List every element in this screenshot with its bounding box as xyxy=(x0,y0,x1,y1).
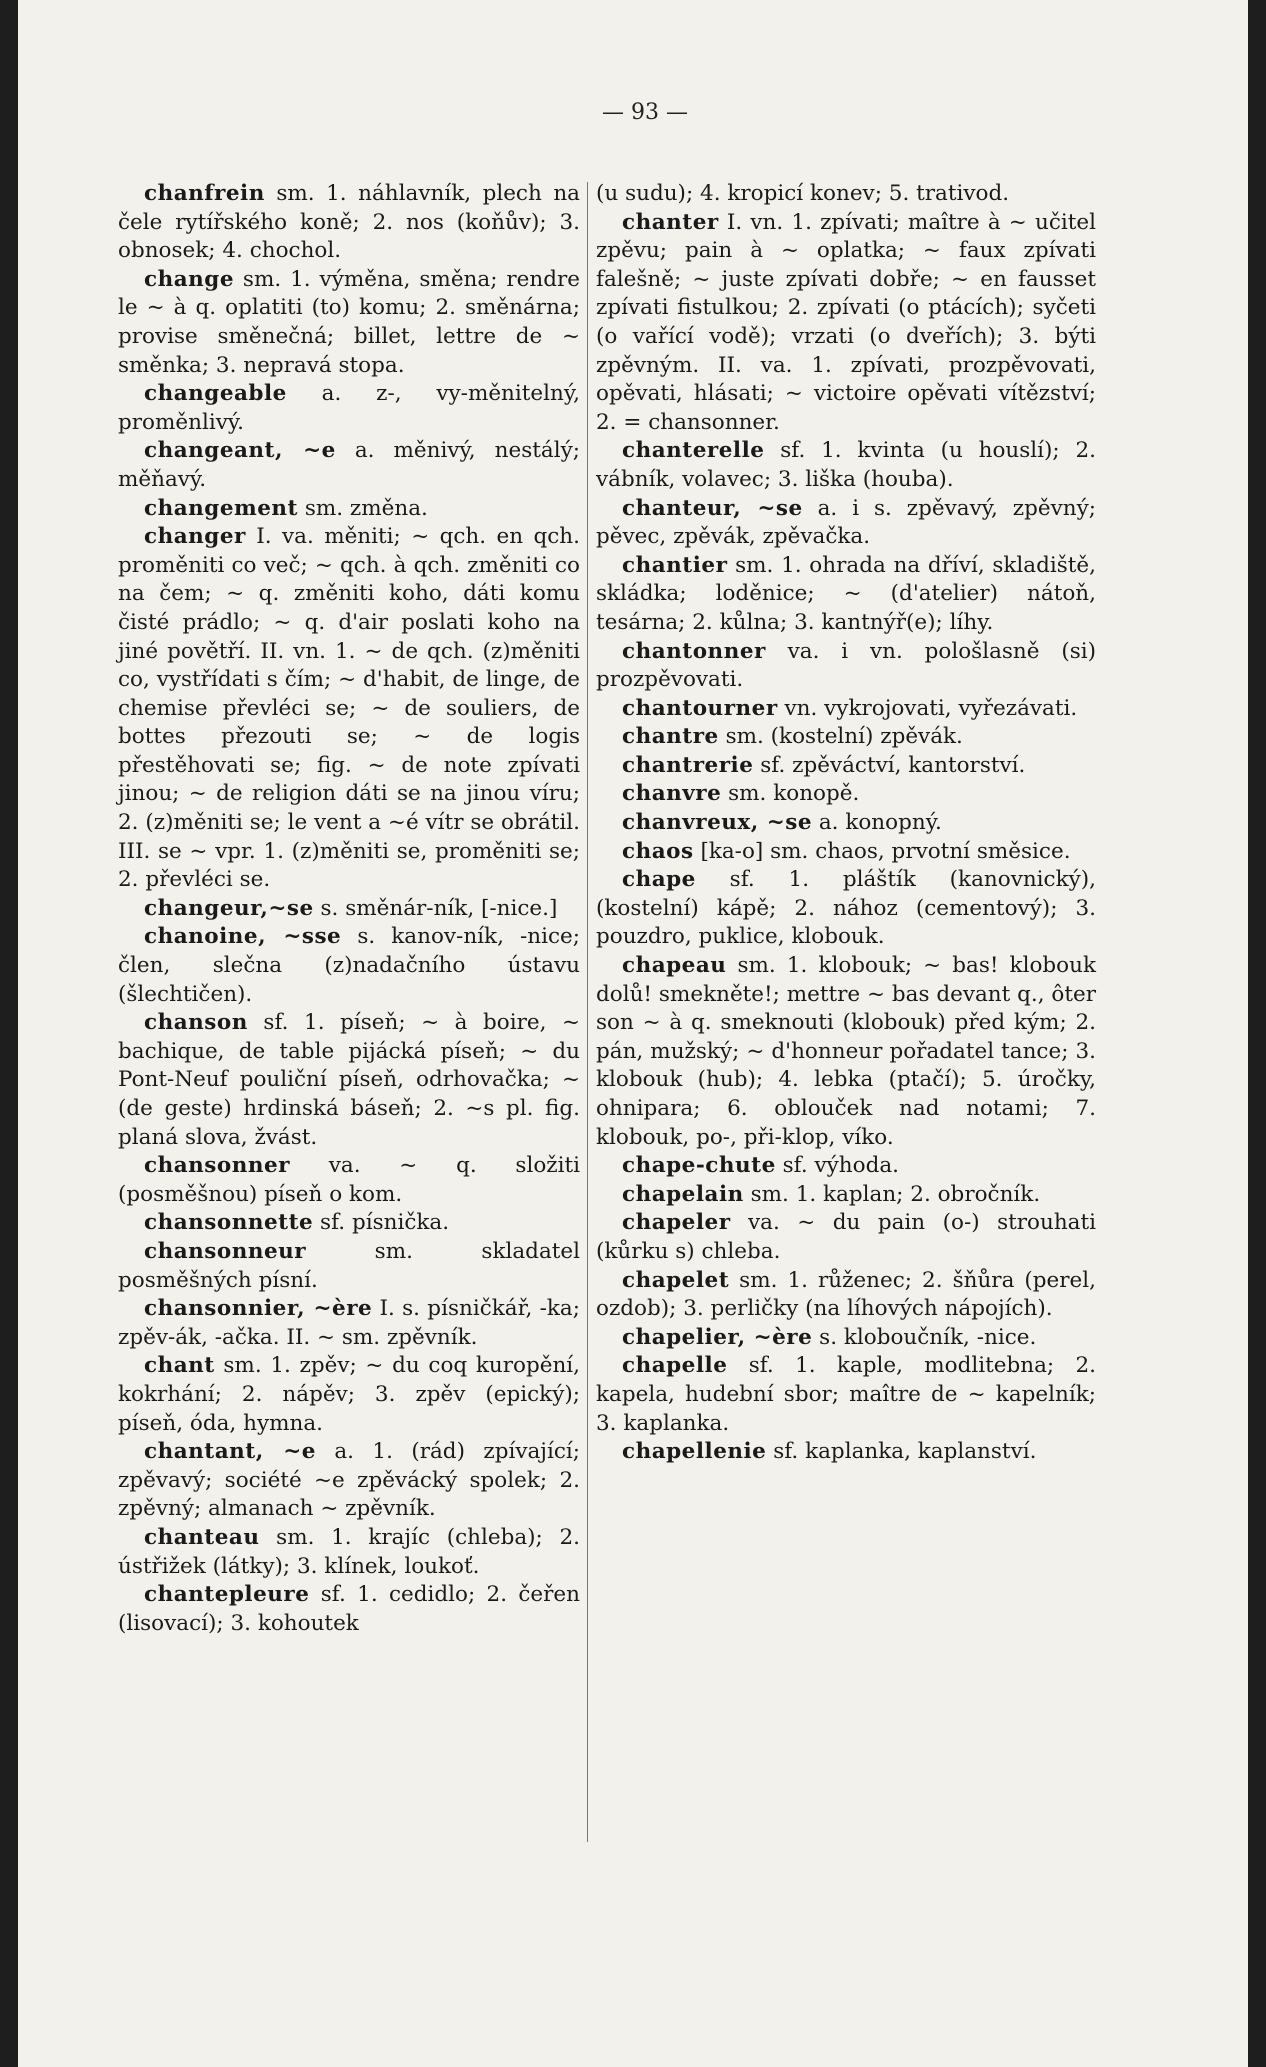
entry xyxy=(118,523,580,895)
headword: chapellenie xyxy=(622,1439,767,1465)
entry xyxy=(596,437,1096,494)
headword: changer xyxy=(144,524,246,550)
headword: chanter xyxy=(622,209,719,235)
definition: I. va. měniti; ~ qch. en qch. proměniti co več; ~ qch. à qch. změniti co na čem; ~ q. změniti koho, dáti komu čisté prádlo; ~ q. d'air poslati koho na jiné povětří. II. vn. 1. ~ de qch. (z)měniti co, vystřídati s čím; ~ d'habit, de linge, de chemise převléci se; ~ de souliers, de bottes přezouti se; ~ de logis přestěhovati se; fig. ~ de note zpívati jinou; ~ de religion dáti se na jinou víru; 2. (z)měniti se; le vent a ~é vítr se obrátil. III. se ~ vpr. 1. (z)měniti se, proměniti se; 2. převléci se. xyxy=(118,524,580,893)
entry xyxy=(596,638,1096,695)
entry xyxy=(596,1181,1096,1210)
entry xyxy=(596,1438,1096,1467)
entry xyxy=(118,1581,580,1638)
definition: [ka-o] sm. chaos, prvotní směsice. xyxy=(693,838,1071,864)
definition: sm. 1. náhlavník, plech na čele rytířského koně; 2. nos (koňův); 3. obnosek; 4. chochol. xyxy=(118,181,580,264)
headword: chapelain xyxy=(622,1181,744,1207)
definition: a. měnivý, nestálý; měňavý. xyxy=(118,438,580,492)
entry xyxy=(118,495,580,524)
definition: sf. výhoda. xyxy=(775,1153,899,1179)
definition: sm. konopě. xyxy=(721,781,860,807)
headword: changeur,~se xyxy=(144,895,314,921)
headword: chapelle xyxy=(622,1353,728,1379)
entry xyxy=(118,1209,580,1238)
headword: chantre xyxy=(622,724,719,750)
headword: chapelet xyxy=(622,1267,730,1293)
headword: chantant, ~e xyxy=(144,1439,316,1465)
definition: sm. 1. zpěv; ~ du coq kuropění, kokrhání; 2. nápěv; 3. zpěv (epický); píseň, óda, hymna. xyxy=(118,1353,580,1436)
dictionary-page xyxy=(18,0,1248,2067)
entry xyxy=(596,1324,1096,1353)
headword: changeant, ~e xyxy=(144,438,336,464)
entry xyxy=(118,1295,580,1352)
headword: chansonnier, ~ère xyxy=(144,1296,373,1322)
headword: chantier xyxy=(622,552,728,578)
headword: chapeler xyxy=(622,1210,731,1236)
entry xyxy=(118,1352,580,1438)
headword: changeable xyxy=(144,381,287,407)
entry xyxy=(118,266,580,380)
definition: vn. vykrojovati, vyřezávati. xyxy=(777,695,1078,721)
headword: chaos xyxy=(622,838,694,864)
headword: chantourner xyxy=(622,695,778,721)
entry xyxy=(596,780,1096,809)
entry xyxy=(596,552,1096,638)
definition: s. kanov-ník, -nice; člen, slečna (z)nadačního ústavu (šlechtičen). xyxy=(118,924,580,1007)
definition: sm. 1. růženec; 2. šňůra (perel, ozdob); 3. perličky (na líhových nápojích). xyxy=(596,1267,1096,1322)
entry xyxy=(118,180,580,266)
entry xyxy=(596,1152,1096,1181)
right-column xyxy=(596,180,1096,1467)
definition: sf. písnička. xyxy=(313,1210,450,1236)
definition: a. konopný. xyxy=(812,810,942,836)
entry xyxy=(118,437,580,494)
headword: chapelier, ~ère xyxy=(622,1324,813,1350)
definition: va. ~ q. složiti (posměšnou) píseň o kom. xyxy=(118,1153,580,1207)
entry xyxy=(596,809,1096,838)
definition: sm. 1. ohrada na dříví, skladiště, skládka; loděnice; ~ (d'atelier) nátoň, tesárna; 2. kůlna; 3. kantnýř(e); líhy. xyxy=(596,552,1096,635)
headword: chansonner xyxy=(144,1153,290,1179)
headword: changement xyxy=(144,495,298,521)
definition: I. s. písničkář, -ka; zpěv-ák, -ačka. II. ~ sm. zpěvník. xyxy=(118,1296,580,1350)
headword: chantepleure xyxy=(144,1582,310,1608)
entry xyxy=(596,838,1096,867)
entry-continuation xyxy=(596,180,1096,209)
definition: va. ~ du pain (o-) strouhati (kůrku s) chleba. xyxy=(596,1210,1096,1264)
headword: chape-chute xyxy=(622,1153,776,1179)
entry xyxy=(118,1009,580,1152)
entry xyxy=(118,1438,580,1524)
column-divider xyxy=(587,182,588,1842)
entry xyxy=(596,866,1096,952)
headword: chansonneur xyxy=(144,1238,307,1264)
entry xyxy=(596,209,1096,438)
entry xyxy=(118,895,580,924)
headword: chanteau xyxy=(144,1524,260,1550)
definition: I. vn. 1. zpívati; maître à ~ učitel zpěvu; pain à ~ oplatka; ~ faux zpívati falešně; ~ juste zpívati dobře; ~ en fausset zpívati fistulkou; 2. zpívati (o ptácích); syčeti (o vařící vodě); vrzati (o dveřích); 3. býti zpěvným. II. va. 1. zpívati, prozpěvovati, opěvati, hlásati; ~ victoire opěvati vítězství; 2. = chansonner. xyxy=(596,209,1096,435)
definition: sf. 1. pláštík (kanovnický), (kostelní) kápě; 2. nához (cementový); 3. pouzdro, puklice, klobouk. xyxy=(596,867,1096,950)
headword: chantrerie xyxy=(622,752,754,778)
definition: a. 1. (rád) zpívající; zpěvavý; société ~e zpěvácký spolek; 2. zpěvný; almanach ~ zpěvník. xyxy=(118,1439,580,1522)
entry xyxy=(596,952,1096,1152)
definition: va. i vn. pološlasně (si) prozpěvovati. xyxy=(596,638,1096,693)
entry xyxy=(118,1524,580,1581)
headword: chanterelle xyxy=(622,438,765,464)
headword: chanoine, ~sse xyxy=(144,924,342,950)
definition: sm. změna. xyxy=(298,495,428,521)
definition: s. kloboučník, -nice. xyxy=(812,1324,1037,1350)
definition: sm. 1. klobouk; ~ bas! klobouk dolů! smekněte!; mettre ~ bas devant q., ôter son ~ à q. smeknouti (klobouk) před kým; 2. pán, mužský; ~ d'honneur pořadatel tance; 3. klobouk (hub); 4. lebka (ptačí); 5. úročky, ohnipara; 6. oblouček nad notami; 7. klobouk, po-, při-klop, víko. xyxy=(596,953,1096,1150)
headword: chant xyxy=(144,1353,215,1379)
definition: sm. (kostelní) zpěvák. xyxy=(718,724,963,750)
headword: chanvreux, ~se xyxy=(622,810,813,836)
entry xyxy=(596,695,1096,724)
entry xyxy=(596,495,1096,552)
headword: chansonnette xyxy=(144,1210,314,1236)
page-number: — 93 — xyxy=(602,100,688,125)
headword: chanfrein xyxy=(144,181,265,206)
entry xyxy=(596,1209,1096,1266)
definition: sf. 1. píseň; ~ à boire, ~ bachique, de table pijácká píseň; ~ du Pont-Neuf pouliční píseň, odrhovačka; ~ (de geste) hrdinská báseň; 2. ~s pl. fig. planá slova, žvást. xyxy=(118,1010,580,1150)
definition: sm. 1. výměna, směna; rendre le ~ à q. oplatiti (to) komu; 2. směnárna; provise směnečná; billet, lettre de ~ směnka; 3. nepravá stopa. xyxy=(118,266,580,378)
headword: chape xyxy=(622,867,696,893)
definition: sf. 1. cedidlo; 2. čeřen (lisovací); 3. kohoutek xyxy=(118,1582,580,1636)
definition: s. směnár-ník, [-nice.] xyxy=(313,895,558,921)
entry xyxy=(118,380,580,437)
definition: sm. 1. kaplan; 2. obročník. xyxy=(743,1181,1041,1207)
entry xyxy=(596,1267,1096,1324)
definition: a. i s. zpěvavý, zpěvný; pěvec, zpěvák, zpěvačka. xyxy=(596,495,1096,550)
definition: (u sudu); 4. kropicí konev; 5. trativod. xyxy=(596,181,1010,206)
entry xyxy=(118,1152,580,1209)
definition: a. z-, vy-měnitelný, proměnlivý. xyxy=(118,381,580,435)
definition: sf. 1. kvinta (u houslí); 2. vábník, volavec; 3. liška (houba). xyxy=(596,438,1096,492)
left-column xyxy=(118,180,580,1638)
headword: chanson xyxy=(144,1010,248,1036)
entry xyxy=(596,723,1096,752)
headword: chanteur, ~se xyxy=(622,495,803,521)
entry xyxy=(118,1238,580,1295)
headword: chapeau xyxy=(622,953,727,979)
entry xyxy=(118,923,580,1009)
headword: chantonner xyxy=(622,638,766,664)
headword: change xyxy=(144,266,234,292)
definition: sf. kaplanka, kaplanství. xyxy=(766,1439,1037,1465)
definition: sf. zpěváctví, kantorství. xyxy=(753,752,1026,778)
definition: sf. 1. kaple, modlitebna; 2. kapela, hudební sbor; maître de ~ kapelník; 3. kaplanka. xyxy=(596,1353,1096,1436)
definition: sm. 1. krajíc (chleba); 2. ústřižek (látky); 3. klínek, loukoť. xyxy=(118,1524,580,1579)
entry xyxy=(596,1352,1096,1438)
entry xyxy=(596,752,1096,781)
headword: chanvre xyxy=(622,781,722,807)
definition: sm. skladatel posměšných písní. xyxy=(118,1238,580,1293)
